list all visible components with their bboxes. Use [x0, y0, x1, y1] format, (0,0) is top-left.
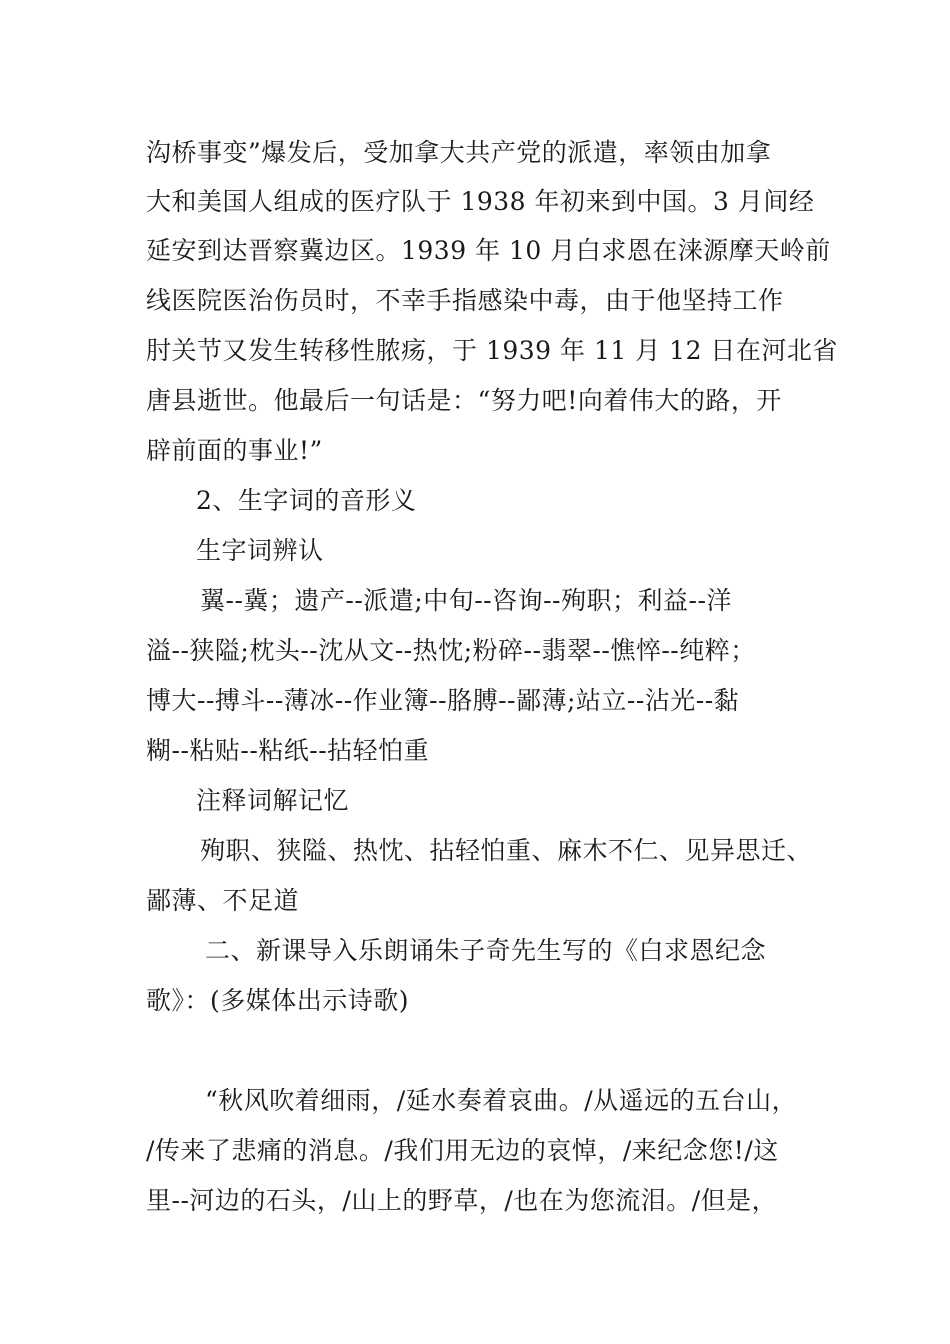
paragraph-line: 大和美国人组成的医疗队于 1938 年初来到中国。3 月间经: [146, 187, 815, 216]
paragraph-line: 线医院医治伤员时，不幸手指感染中毒，由于他坚持工作: [146, 286, 784, 315]
section-heading: 二、新课导入乐朗诵朱子奇先生写的《白求恩纪念: [205, 936, 767, 965]
poem-line: 里--河边的石头，/山上的野草，/也在为您流泪。/但是，: [146, 1186, 778, 1215]
vocabulary-line: 鄙薄、不足道: [146, 886, 300, 915]
paragraph-line: 唐县逝世。他最后一句话是：“努力吧!向着伟大的路，开: [146, 386, 782, 415]
vocabulary-line: 殉职、狭隘、热忱、拈轻怕重、麻木不仁、见异思迁、: [200, 836, 813, 865]
poem-line: “秋风吹着细雨，/延水奏着哀曲。/从遥远的五台山，: [205, 1086, 798, 1115]
section-heading: 2、生字词的音形义: [196, 486, 417, 515]
paragraph-line: 沟桥事变”爆发后，受加拿大共产党的派遣，率领由加拿: [146, 138, 772, 167]
subsection-heading: 注释词解记忆: [196, 786, 350, 815]
paragraph-line: 延安到达晋察冀边区。1939 年 10 月白求恩在涞源摩天岭前: [146, 236, 831, 265]
vocabulary-line: 博大--搏斗--薄冰--作业簿--胳膊--鄙薄;站立--沾光--黏: [146, 686, 740, 715]
vocabulary-line: 糊--粘贴--粘纸--拈轻怕重: [146, 736, 430, 765]
vocabulary-line: 翼--冀；遗产--派遣;中旬--咨询--殉职；利益--洋: [200, 586, 732, 615]
paragraph-line: 辟前面的事业!”: [146, 436, 323, 465]
paragraph-line: 歌》：(多媒体出示诗歌): [146, 986, 410, 1015]
poem-line: /传来了悲痛的消息。/我们用无边的哀悼，/来纪念您!/这: [146, 1136, 779, 1165]
subsection-heading: 生字词辨认: [196, 536, 324, 565]
paragraph-line: 肘关节又发生转移性脓疡，于 1939 年 11 月 12 日在河北省: [146, 336, 838, 365]
vocabulary-line: 溢--狭隘;枕头--沈从文--热忱;粉碎--翡翠--憔悴--纯粹；: [146, 636, 756, 665]
